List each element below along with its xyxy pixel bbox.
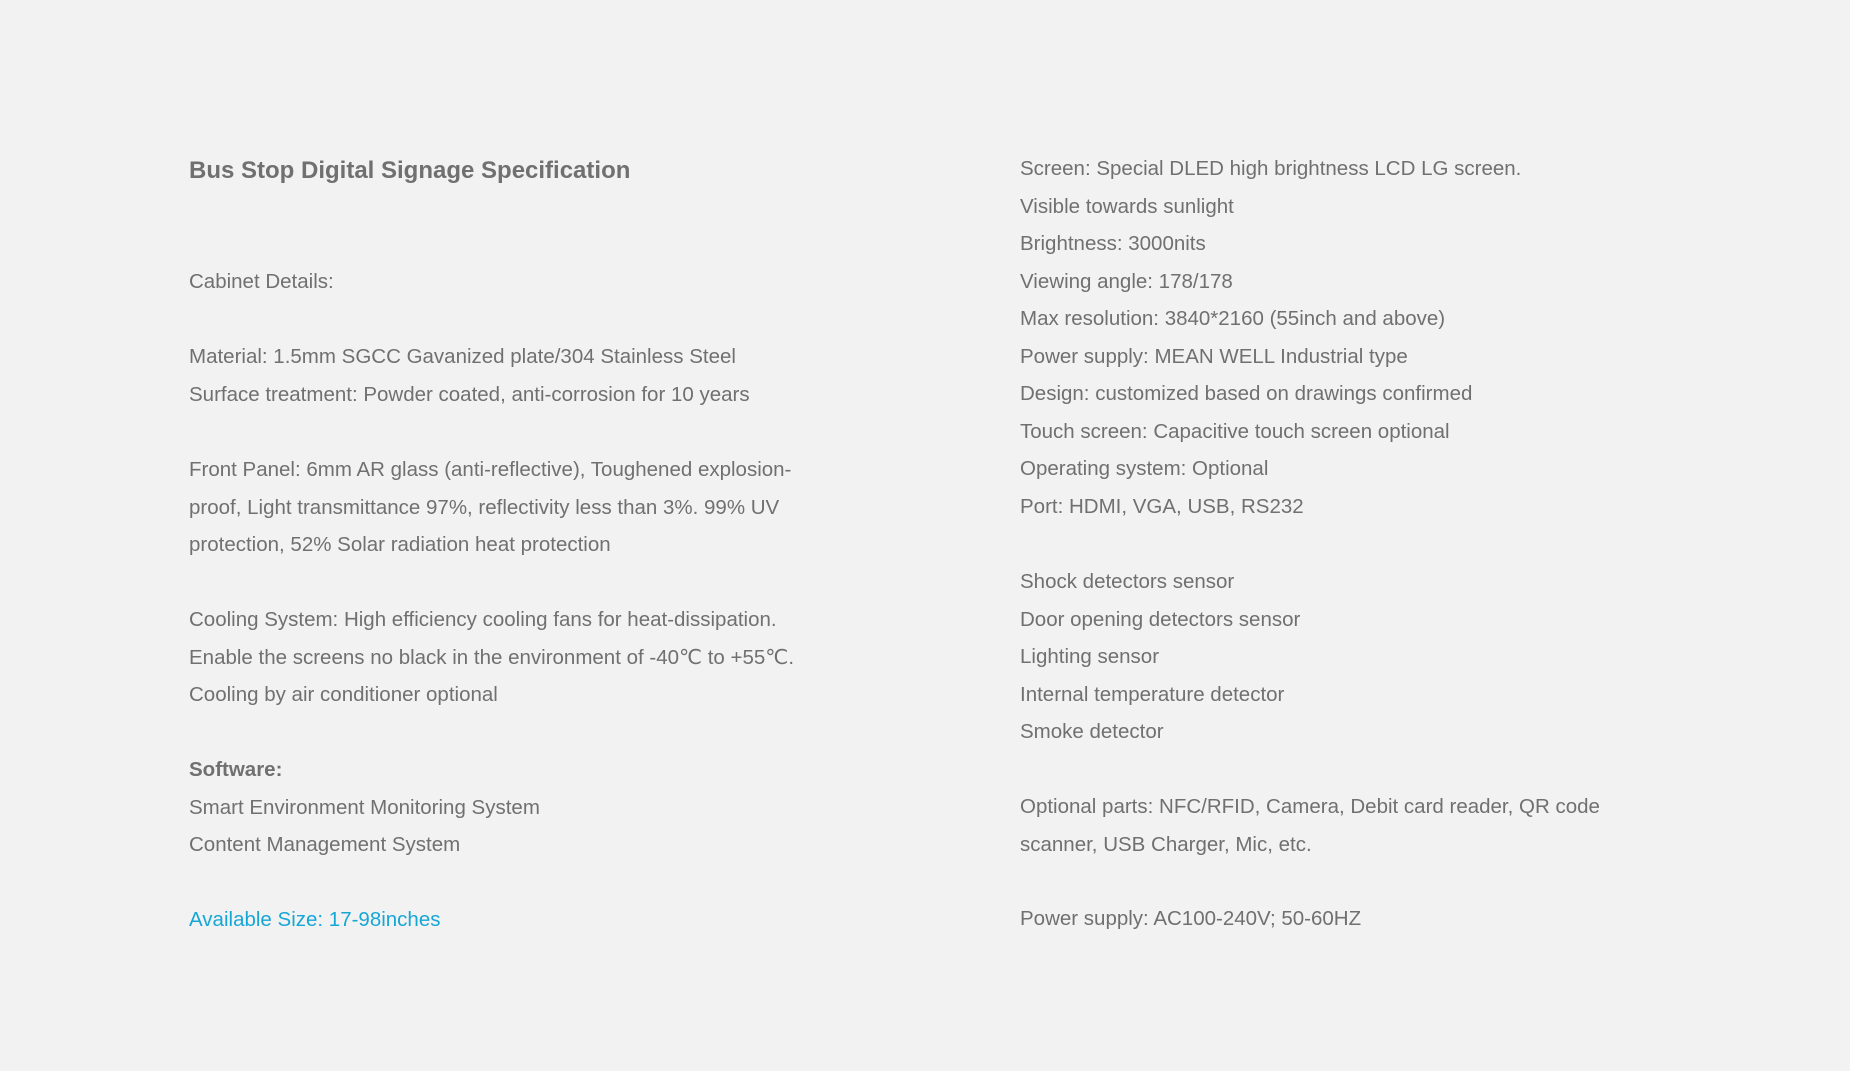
screen-spec-list [1020,150,1720,525]
software-item: Smart Environment Monitoring System [189,795,540,819]
screen-spec-item: Power supply: MEAN WELL Industrial type [1020,344,1408,368]
screen-spec-item: Visible towards sunlight [1020,194,1234,218]
screen-spec-item: Design: customized based on drawings confirmed [1020,382,1473,405]
sensor-item: Door opening detectors sensor [1020,607,1301,631]
screen-spec-item: Max resolution: 3840*2160 (55inch and above) [1020,307,1446,330]
optional-parts: Optional parts: NFC/RFID, Camera, Debit card reader, QR code scanner, USB Charger, Mic, etc. [1020,795,1600,856]
sensor-list [1020,563,1720,751]
screen-spec-item: Port: HDMI, VGA, USB, RS232 [1020,494,1304,518]
screen-spec-item: Operating system: Optional [1020,457,1269,480]
sensor-item: Shock detectors sensor [1020,570,1235,593]
cabinet-heading: Cabinet Details: [189,270,334,293]
sensor-item: Internal temperature detector [1020,682,1285,706]
screen-spec-item: Screen: Special DLED high brightness LCD LG screen. [1020,157,1522,180]
software-section [189,751,829,864]
front-panel-spec: Front Panel: 6mm AR glass (anti-reflective), Toughened explosion-proof, Light transmittance 97%, reflectivity less than 3%. 99% UV protection, 52% Solar radiation heat protection [189,458,792,556]
page-title: Bus Stop Digital Signage Specification [189,157,631,184]
cabinet-materials [189,338,829,413]
cooling-spec: Cooling System: High efficiency cooling fans for heat-dissipation. Enable the screens no black in the environment of -40℃ to +55℃. Cooling by air conditioner optional [189,608,795,706]
screen-spec-item: Brightness: 3000nits [1020,232,1206,255]
available-size: Available Size: 17-98inches [189,908,441,931]
surface-spec: Surface treatment: Powder coated, anti-corrosion for 10 years [189,382,750,406]
screen-spec-item: Touch screen: Capacitive touch screen optional [1020,419,1450,443]
sensor-item: Lighting sensor [1020,645,1160,668]
software-item: Content Management System [189,833,461,856]
sensor-item: Smoke detector [1020,720,1164,743]
screen-spec-item: Viewing angle: 178/178 [1020,269,1233,293]
material-spec: Material: 1.5mm SGCC Gavanized plate/304 Stainless Steel [189,345,736,368]
power-supply: Power supply: AC100-240V; 50-60HZ [1020,907,1362,930]
software-heading: Software: [189,758,283,781]
